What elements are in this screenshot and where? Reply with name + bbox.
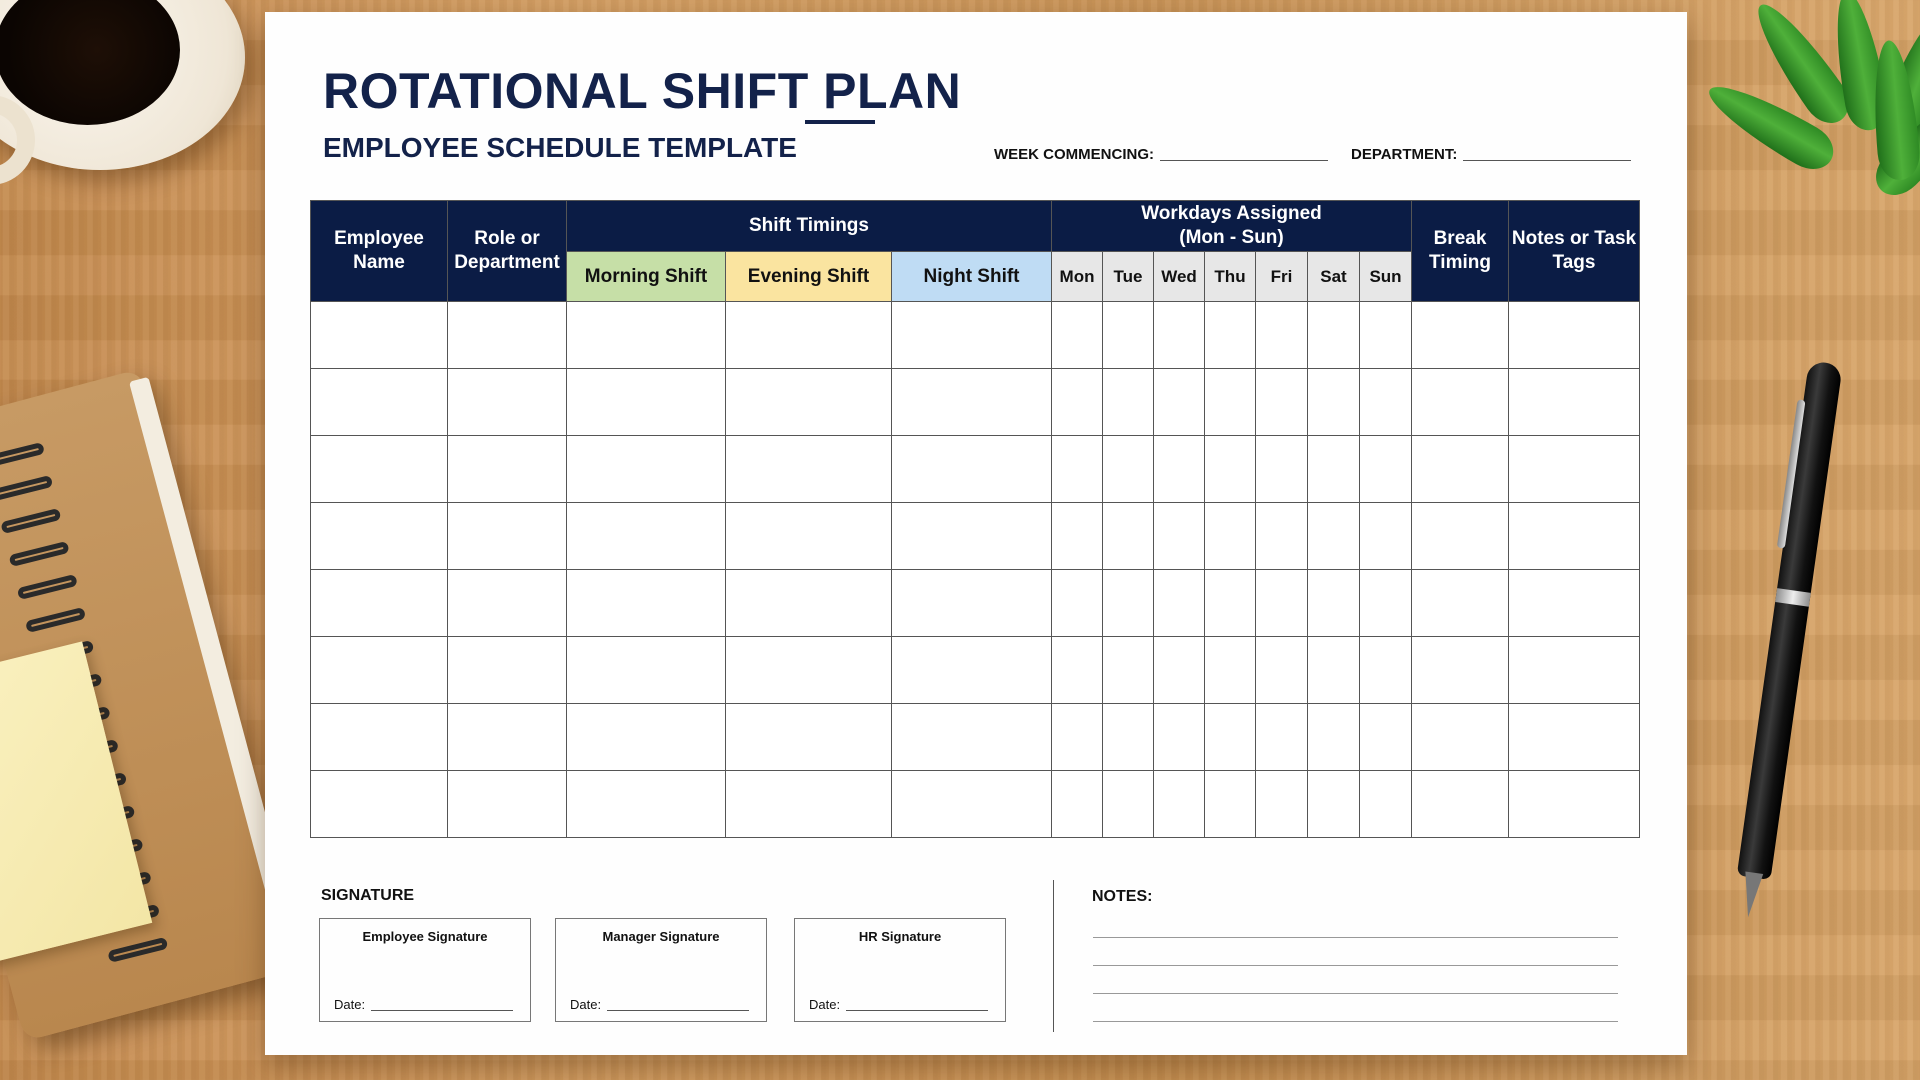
- table-row: [311, 503, 1640, 570]
- evening-shift-cell[interactable]: [726, 369, 892, 436]
- thu-cell[interactable]: [1205, 503, 1256, 570]
- fri-cell[interactable]: [1256, 704, 1308, 771]
- evening-shift-cell[interactable]: [726, 704, 892, 771]
- morning-shift-cell[interactable]: [567, 637, 726, 704]
- morning-shift-cell[interactable]: [567, 302, 726, 369]
- sat-cell[interactable]: [1308, 436, 1360, 503]
- notes-line[interactable]: [1093, 965, 1618, 966]
- manager-signature-box[interactable]: [555, 918, 767, 1022]
- header-workdays-assigned: [1052, 201, 1412, 252]
- coffee-mug: [0, 0, 245, 170]
- date-line[interactable]: [371, 1010, 513, 1011]
- coffee: [0, 0, 180, 125]
- notes-cell[interactable]: [1509, 369, 1640, 436]
- fri-cell[interactable]: [1256, 637, 1308, 704]
- title-underline: [805, 120, 875, 124]
- wed-cell[interactable]: [1154, 436, 1205, 503]
- tue-cell[interactable]: [1103, 369, 1154, 436]
- sat-cell[interactable]: [1308, 637, 1360, 704]
- break-timing-cell[interactable]: [1412, 570, 1509, 637]
- table-row: [311, 637, 1640, 704]
- header-break-timing: Break Timing: [1412, 201, 1509, 302]
- break-timing-cell[interactable]: [1412, 704, 1509, 771]
- morning-shift-cell[interactable]: [567, 369, 726, 436]
- mon-cell[interactable]: [1052, 771, 1103, 838]
- wed-cell[interactable]: [1154, 503, 1205, 570]
- thu-cell[interactable]: [1205, 436, 1256, 503]
- sat-cell[interactable]: [1308, 302, 1360, 369]
- evening-shift-cell[interactable]: [726, 570, 892, 637]
- role-cell[interactable]: [448, 503, 567, 570]
- thu-cell[interactable]: [1205, 369, 1256, 436]
- fri-cell[interactable]: [1256, 503, 1308, 570]
- header-day-sat: Sat: [1308, 252, 1360, 302]
- notes-cell[interactable]: [1509, 570, 1640, 637]
- signature-date: [570, 997, 749, 1012]
- notes-cell[interactable]: [1509, 637, 1640, 704]
- night-shift-cell[interactable]: [892, 436, 1052, 503]
- signature-date: [334, 997, 513, 1012]
- morning-shift-cell[interactable]: [567, 771, 726, 838]
- header-notes-task-tags: Notes or Task Tags: [1509, 201, 1640, 302]
- header-evening-shift: Evening Shift: [726, 252, 892, 302]
- week-commencing-field: [994, 146, 1328, 163]
- evening-shift-cell[interactable]: [726, 637, 892, 704]
- header-day-tue: Tue: [1103, 252, 1154, 302]
- header-day-wed: Wed: [1154, 252, 1205, 302]
- evening-shift-cell[interactable]: [726, 302, 892, 369]
- notes-cell[interactable]: [1509, 503, 1640, 570]
- notes-line[interactable]: [1093, 993, 1618, 994]
- morning-shift-cell[interactable]: [567, 704, 726, 771]
- fri-cell[interactable]: [1256, 436, 1308, 503]
- break-timing-cell[interactable]: [1412, 369, 1509, 436]
- department-field: [1351, 146, 1631, 163]
- fri-cell[interactable]: [1256, 302, 1308, 369]
- tue-cell[interactable]: [1103, 570, 1154, 637]
- mon-cell[interactable]: [1052, 637, 1103, 704]
- notes-cell[interactable]: [1509, 771, 1640, 838]
- sat-cell[interactable]: [1308, 704, 1360, 771]
- workdays-range: (Mon - Sun): [1179, 227, 1284, 248]
- mon-cell[interactable]: [1052, 570, 1103, 637]
- header-day-mon: Mon: [1052, 252, 1103, 302]
- sun-cell[interactable]: [1360, 771, 1412, 838]
- tue-cell[interactable]: [1103, 503, 1154, 570]
- role-cell[interactable]: [448, 704, 567, 771]
- wed-cell[interactable]: [1154, 302, 1205, 369]
- mon-cell[interactable]: [1052, 369, 1103, 436]
- sat-cell[interactable]: [1308, 570, 1360, 637]
- tue-cell[interactable]: [1103, 704, 1154, 771]
- signature-date: [809, 997, 988, 1012]
- night-shift-cell[interactable]: [892, 570, 1052, 637]
- sun-cell[interactable]: [1360, 503, 1412, 570]
- morning-shift-cell[interactable]: [567, 570, 726, 637]
- employee-name-cell[interactable]: [311, 503, 448, 570]
- week-commencing-line[interactable]: [1160, 160, 1328, 161]
- signature-label: Manager Signature: [602, 929, 720, 944]
- signature-title: SIGNATURE: [321, 887, 415, 904]
- potted-plant: [1700, 0, 1920, 210]
- notes-cell[interactable]: [1509, 436, 1640, 503]
- mon-cell[interactable]: [1052, 436, 1103, 503]
- mon-cell[interactable]: [1052, 302, 1103, 369]
- date-line[interactable]: [607, 1010, 749, 1011]
- thu-cell[interactable]: [1205, 570, 1256, 637]
- header-night-shift: Night Shift: [892, 252, 1052, 302]
- schedule-sheet: [265, 12, 1687, 1055]
- employee-name-cell[interactable]: [311, 436, 448, 503]
- table-row: [311, 704, 1640, 771]
- role-cell[interactable]: [448, 369, 567, 436]
- morning-shift-cell[interactable]: [567, 503, 726, 570]
- week-commencing-label: WEEK COMMENCING:: [994, 146, 1154, 163]
- page-subtitle: EMPLOYEE SCHEDULE TEMPLATE: [323, 132, 797, 163]
- mon-cell[interactable]: [1052, 704, 1103, 771]
- employee-name-cell[interactable]: [311, 369, 448, 436]
- night-shift-cell[interactable]: [892, 704, 1052, 771]
- break-timing-cell[interactable]: [1412, 771, 1509, 838]
- header-day-thu: Thu: [1205, 252, 1256, 302]
- sat-cell[interactable]: [1308, 369, 1360, 436]
- header-day-sun: Sun: [1360, 252, 1412, 302]
- signature-label: HR Signature: [858, 929, 942, 944]
- tue-cell[interactable]: [1103, 637, 1154, 704]
- header-role-department: Role or Department: [448, 201, 567, 302]
- break-timing-cell[interactable]: [1412, 302, 1509, 369]
- fri-cell[interactable]: [1256, 369, 1308, 436]
- employee-signature-box[interactable]: [319, 918, 531, 1022]
- sun-cell[interactable]: [1360, 436, 1412, 503]
- tue-cell[interactable]: [1103, 436, 1154, 503]
- fri-cell[interactable]: [1256, 771, 1308, 838]
- break-timing-cell[interactable]: [1412, 503, 1509, 570]
- table-row: [311, 302, 1640, 369]
- workdays-title: Workdays Assigned: [1141, 203, 1322, 224]
- morning-shift-cell[interactable]: [567, 436, 726, 503]
- table-row: [311, 771, 1640, 838]
- sun-cell[interactable]: [1360, 704, 1412, 771]
- evening-shift-cell[interactable]: [726, 436, 892, 503]
- signature-label: Employee Signature: [362, 929, 488, 944]
- ballpoint-pen: [1731, 360, 1843, 919]
- night-shift-cell[interactable]: [892, 369, 1052, 436]
- department-label: DEPARTMENT:: [1351, 146, 1458, 163]
- employee-name-cell[interactable]: [311, 771, 448, 838]
- evening-shift-cell[interactable]: [726, 503, 892, 570]
- header-employee-name: Employee Name: [311, 201, 448, 302]
- shift-schedule-table: [310, 200, 1640, 838]
- wed-cell[interactable]: [1154, 369, 1205, 436]
- mon-cell[interactable]: [1052, 503, 1103, 570]
- table-row: [311, 369, 1640, 436]
- notes-cell[interactable]: [1509, 302, 1640, 369]
- sun-cell[interactable]: [1360, 637, 1412, 704]
- sun-cell[interactable]: [1360, 369, 1412, 436]
- employee-name-cell[interactable]: [311, 704, 448, 771]
- pen-body: [1737, 360, 1843, 880]
- thu-cell[interactable]: [1205, 302, 1256, 369]
- wed-cell[interactable]: [1154, 771, 1205, 838]
- sat-cell[interactable]: [1308, 503, 1360, 570]
- role-cell[interactable]: [448, 637, 567, 704]
- notes-line[interactable]: [1093, 1021, 1618, 1022]
- employee-name-cell[interactable]: [311, 570, 448, 637]
- pen-tip: [1739, 871, 1763, 918]
- date-label: Date:: [570, 997, 602, 1012]
- tue-cell[interactable]: [1103, 302, 1154, 369]
- night-shift-cell[interactable]: [892, 771, 1052, 838]
- break-timing-cell[interactable]: [1412, 637, 1509, 704]
- role-cell[interactable]: [448, 436, 567, 503]
- thu-cell[interactable]: [1205, 704, 1256, 771]
- role-cell[interactable]: [448, 302, 567, 369]
- fri-cell[interactable]: [1256, 570, 1308, 637]
- page-title: ROTATIONAL SHIFT PLAN: [323, 63, 962, 119]
- employee-name-cell[interactable]: [311, 302, 448, 369]
- header-shift-timings: Shift Timings: [567, 201, 1052, 252]
- table-row: [311, 436, 1640, 503]
- tue-cell[interactable]: [1103, 771, 1154, 838]
- hr-signature-box[interactable]: [794, 918, 1006, 1022]
- notes-line[interactable]: [1093, 937, 1618, 938]
- night-shift-cell[interactable]: [892, 637, 1052, 704]
- wed-cell[interactable]: [1154, 704, 1205, 771]
- notes-cell[interactable]: [1509, 704, 1640, 771]
- wed-cell[interactable]: [1154, 637, 1205, 704]
- notes-title: NOTES:: [1092, 888, 1153, 905]
- break-timing-cell[interactable]: [1412, 436, 1509, 503]
- thu-cell[interactable]: [1205, 771, 1256, 838]
- department-line[interactable]: [1463, 160, 1631, 161]
- header-day-fri: Fri: [1256, 252, 1308, 302]
- thu-cell[interactable]: [1205, 637, 1256, 704]
- date-label: Date:: [809, 997, 841, 1012]
- date-line[interactable]: [846, 1010, 988, 1011]
- header-morning-shift: Morning Shift: [567, 252, 726, 302]
- night-shift-cell[interactable]: [892, 302, 1052, 369]
- schedule-rows: [311, 302, 1640, 838]
- section-divider: [1053, 880, 1054, 1032]
- role-cell[interactable]: [448, 570, 567, 637]
- sun-cell[interactable]: [1360, 570, 1412, 637]
- sat-cell[interactable]: [1308, 771, 1360, 838]
- night-shift-cell[interactable]: [892, 503, 1052, 570]
- sun-cell[interactable]: [1360, 302, 1412, 369]
- employee-name-cell[interactable]: [311, 637, 448, 704]
- role-cell[interactable]: [448, 771, 567, 838]
- table-row: [311, 570, 1640, 637]
- wed-cell[interactable]: [1154, 570, 1205, 637]
- evening-shift-cell[interactable]: [726, 771, 892, 838]
- date-label: Date:: [334, 997, 366, 1012]
